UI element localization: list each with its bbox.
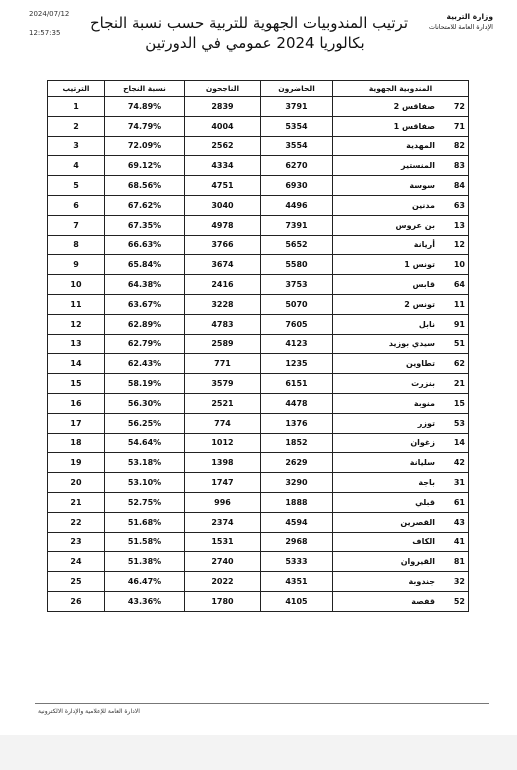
region-name: منوبة	[413, 398, 435, 408]
rate-cell: 56.25%	[105, 413, 185, 433]
rank-cell: 5	[48, 176, 105, 196]
passed-cell: 2374	[185, 512, 261, 532]
present-cell: 7391	[261, 215, 333, 235]
table-row	[48, 572, 469, 592]
table-row	[48, 136, 469, 156]
present-cell: 5070	[261, 294, 333, 314]
region-name: قبلي	[415, 497, 435, 507]
region-code: 15	[453, 398, 465, 408]
region-name: بنزرت	[411, 379, 435, 389]
rank-cell: 8	[48, 235, 105, 255]
region-code: 52	[453, 596, 465, 606]
passed-cell: 774	[185, 413, 261, 433]
region-cell	[333, 532, 469, 552]
rate-cell: 51.38%	[105, 552, 185, 572]
region-code: 14	[453, 438, 465, 448]
passed-cell: 4334	[185, 156, 261, 176]
table-row	[48, 591, 469, 611]
region-cell	[333, 195, 469, 215]
region-name: توزر	[417, 418, 435, 428]
present-cell: 6151	[261, 374, 333, 394]
region-cell	[333, 97, 469, 117]
rank-cell: 7	[48, 215, 105, 235]
region-name: أريانة	[413, 240, 435, 250]
rank-cell: 22	[48, 512, 105, 532]
table-row	[48, 255, 469, 275]
table-row	[48, 453, 469, 473]
region-code: 83	[453, 161, 465, 171]
passed-cell: 1531	[185, 532, 261, 552]
table-row	[48, 433, 469, 453]
table-row	[48, 512, 469, 532]
region-code: 32	[453, 577, 465, 587]
present-cell: 3753	[261, 275, 333, 295]
region-code: 63	[453, 200, 465, 210]
table-row	[48, 195, 469, 215]
region-cell	[333, 176, 469, 196]
rank-cell: 16	[48, 393, 105, 413]
present-cell: 2629	[261, 453, 333, 473]
region-cell	[333, 591, 469, 611]
region-name: باجة	[418, 478, 435, 488]
region-code: 11	[453, 299, 465, 309]
region-code: 51	[453, 339, 465, 349]
rank-cell: 20	[48, 473, 105, 493]
print-time: 12:57:35	[29, 29, 61, 37]
region-code: 71	[453, 121, 465, 131]
passed-cell: 996	[185, 492, 261, 512]
present-cell: 2968	[261, 532, 333, 552]
region-cell	[333, 393, 469, 413]
table-row	[48, 156, 469, 176]
present-cell: 4105	[261, 591, 333, 611]
region-name: سيدي بوزيد	[388, 339, 435, 349]
region-cell	[333, 235, 469, 255]
region-name: بن عروس	[395, 220, 435, 230]
table-header-row	[48, 81, 469, 97]
region-cell	[333, 275, 469, 295]
passed-cell: 1747	[185, 473, 261, 493]
rate-cell: 62.79%	[105, 334, 185, 354]
region-name: المنستير	[400, 161, 435, 171]
region-cell	[333, 433, 469, 453]
print-date: 2024/07/12	[29, 10, 70, 18]
header-passed: الناجحون	[185, 81, 261, 97]
region-code: 43	[453, 517, 465, 527]
passed-cell: 3766	[185, 235, 261, 255]
region-name: تطاوين	[406, 359, 435, 369]
region-code: 82	[453, 141, 465, 151]
ranking-table	[47, 80, 469, 612]
rank-cell: 21	[48, 492, 105, 512]
table-row	[48, 532, 469, 552]
rank-cell: 1	[48, 97, 105, 117]
table-row	[48, 334, 469, 354]
table-body	[48, 97, 469, 612]
passed-cell: 4751	[185, 176, 261, 196]
rank-cell: 19	[48, 453, 105, 473]
rate-cell: 65.84%	[105, 255, 185, 275]
rate-cell: 52.75%	[105, 492, 185, 512]
region-name: تونس 1	[404, 260, 435, 270]
table-row	[48, 235, 469, 255]
region-cell	[333, 294, 469, 314]
present-cell: 5333	[261, 552, 333, 572]
header-rank: الترتيب	[48, 81, 105, 97]
rate-cell: 51.68%	[105, 512, 185, 532]
table-row	[48, 176, 469, 196]
passed-cell: 2416	[185, 275, 261, 295]
header-present: الحاضرون	[261, 81, 333, 97]
passed-cell: 2589	[185, 334, 261, 354]
region-cell	[333, 374, 469, 394]
region-name: نابل	[418, 319, 435, 329]
table-row	[48, 314, 469, 334]
passed-cell: 2562	[185, 136, 261, 156]
table-row	[48, 294, 469, 314]
rate-cell: 72.09%	[105, 136, 185, 156]
rate-cell: 53.10%	[105, 473, 185, 493]
passed-cell: 4004	[185, 116, 261, 136]
rank-cell: 11	[48, 294, 105, 314]
region-code: 10	[453, 260, 465, 270]
region-cell	[333, 552, 469, 572]
passed-cell: 771	[185, 354, 261, 374]
rank-cell: 13	[48, 334, 105, 354]
present-cell: 5652	[261, 235, 333, 255]
rank-cell: 6	[48, 195, 105, 215]
rate-cell: 64.38%	[105, 275, 185, 295]
region-code: 31	[453, 478, 465, 488]
present-cell: 3554	[261, 136, 333, 156]
rate-cell: 53.18%	[105, 453, 185, 473]
region-code: 21	[453, 379, 465, 389]
region-code: 12	[453, 240, 465, 250]
present-cell: 5354	[261, 116, 333, 136]
present-cell: 4594	[261, 512, 333, 532]
document-title: ترتيب المندوبيات الجهوية للتربية حسب نسبة النجاح	[89, 14, 409, 32]
region-name: سوسة	[409, 181, 435, 191]
rate-cell: 43.36%	[105, 591, 185, 611]
region-name: الكاف	[412, 537, 435, 547]
region-cell	[333, 354, 469, 374]
region-name: قابس	[412, 280, 435, 290]
rank-cell: 18	[48, 433, 105, 453]
region-code: 84	[453, 181, 465, 191]
region-name: مدنين	[411, 200, 435, 210]
table-row	[48, 413, 469, 433]
region-name: زغوان	[410, 438, 435, 448]
region-cell	[333, 255, 469, 275]
region-cell	[333, 215, 469, 235]
rate-cell: 67.62%	[105, 195, 185, 215]
rate-cell: 74.79%	[105, 116, 185, 136]
passed-cell: 3579	[185, 374, 261, 394]
region-code: 13	[453, 220, 465, 230]
passed-cell: 2022	[185, 572, 261, 592]
department-name: الإدارة العامة للامتحانات	[428, 23, 493, 31]
region-name: القصرين	[400, 517, 435, 527]
present-cell: 3791	[261, 97, 333, 117]
document-subtitle: بكالوريا 2024 عمومي في الدورتين	[145, 34, 365, 52]
region-code: 91	[453, 319, 465, 329]
region-cell	[333, 512, 469, 532]
region-name: المهدية	[406, 141, 435, 151]
rate-cell: 74.89%	[105, 97, 185, 117]
passed-cell: 2521	[185, 393, 261, 413]
region-cell	[333, 314, 469, 334]
table-row	[48, 116, 469, 136]
rank-cell: 2	[48, 116, 105, 136]
rank-cell: 24	[48, 552, 105, 572]
rate-cell: 58.19%	[105, 374, 185, 394]
table-row	[48, 473, 469, 493]
footer-text: الادارة العامة للإعلامية والإدارة الالكترونية	[38, 708, 140, 715]
table-row	[48, 354, 469, 374]
table-row	[48, 374, 469, 394]
ministry-name: وزارة التربية	[446, 12, 493, 21]
region-name: سليانة	[409, 458, 435, 468]
rank-cell: 9	[48, 255, 105, 275]
region-name: قفصة	[411, 596, 435, 606]
present-cell: 4351	[261, 572, 333, 592]
region-code: 64	[453, 280, 465, 290]
present-cell: 7605	[261, 314, 333, 334]
table-row	[48, 393, 469, 413]
passed-cell: 1780	[185, 591, 261, 611]
region-code: 62	[453, 359, 465, 369]
rank-cell: 10	[48, 275, 105, 295]
present-cell: 5580	[261, 255, 333, 275]
header-region: المندوبية الجهوية	[333, 81, 469, 97]
rank-cell: 4	[48, 156, 105, 176]
present-cell: 4123	[261, 334, 333, 354]
rank-cell: 14	[48, 354, 105, 374]
passed-cell: 3228	[185, 294, 261, 314]
rate-cell: 51.58%	[105, 532, 185, 552]
passed-cell: 2740	[185, 552, 261, 572]
rate-cell: 69.12%	[105, 156, 185, 176]
rate-cell: 62.89%	[105, 314, 185, 334]
region-code: 53	[453, 418, 465, 428]
region-code: 42	[453, 458, 465, 468]
region-cell	[333, 492, 469, 512]
present-cell: 3290	[261, 473, 333, 493]
region-cell	[333, 413, 469, 433]
header-rate: نسبة النجاح	[105, 81, 185, 97]
passed-cell: 4783	[185, 314, 261, 334]
rank-cell: 15	[48, 374, 105, 394]
table-row	[48, 215, 469, 235]
rank-cell: 23	[48, 532, 105, 552]
passed-cell: 1012	[185, 433, 261, 453]
region-cell	[333, 334, 469, 354]
rate-cell: 67.35%	[105, 215, 185, 235]
table-row	[48, 492, 469, 512]
region-cell	[333, 136, 469, 156]
table-row	[48, 97, 469, 117]
table-row	[48, 552, 469, 572]
passed-cell: 3674	[185, 255, 261, 275]
present-cell: 1235	[261, 354, 333, 374]
region-cell	[333, 156, 469, 176]
rate-cell: 46.47%	[105, 572, 185, 592]
present-cell: 4478	[261, 393, 333, 413]
rank-cell: 26	[48, 591, 105, 611]
rank-cell: 25	[48, 572, 105, 592]
region-name: تونس 2	[404, 299, 435, 309]
rank-cell: 12	[48, 314, 105, 334]
present-cell: 1852	[261, 433, 333, 453]
region-name: صفاقس 1	[393, 121, 435, 131]
region-cell	[333, 572, 469, 592]
rate-cell: 56.30%	[105, 393, 185, 413]
footer-divider	[35, 703, 489, 704]
rank-cell: 3	[48, 136, 105, 156]
present-cell: 6270	[261, 156, 333, 176]
region-name: صفاقس 2	[393, 101, 435, 111]
region-name: القيروان	[400, 557, 435, 567]
region-code: 41	[453, 537, 465, 547]
region-code: 81	[453, 557, 465, 567]
rate-cell: 54.64%	[105, 433, 185, 453]
region-name: جندوبة	[408, 577, 435, 587]
present-cell: 4496	[261, 195, 333, 215]
passed-cell: 1398	[185, 453, 261, 473]
rate-cell: 63.67%	[105, 294, 185, 314]
passed-cell: 4978	[185, 215, 261, 235]
region-cell	[333, 453, 469, 473]
passed-cell: 2839	[185, 97, 261, 117]
rate-cell: 66.63%	[105, 235, 185, 255]
region-code: 61	[453, 497, 465, 507]
present-cell: 6930	[261, 176, 333, 196]
region-code: 72	[453, 101, 465, 111]
table-row	[48, 275, 469, 295]
rank-cell: 17	[48, 413, 105, 433]
passed-cell: 3040	[185, 195, 261, 215]
present-cell: 1888	[261, 492, 333, 512]
rate-cell: 68.56%	[105, 176, 185, 196]
rate-cell: 62.43%	[105, 354, 185, 374]
region-cell	[333, 116, 469, 136]
present-cell: 1376	[261, 413, 333, 433]
region-cell	[333, 473, 469, 493]
